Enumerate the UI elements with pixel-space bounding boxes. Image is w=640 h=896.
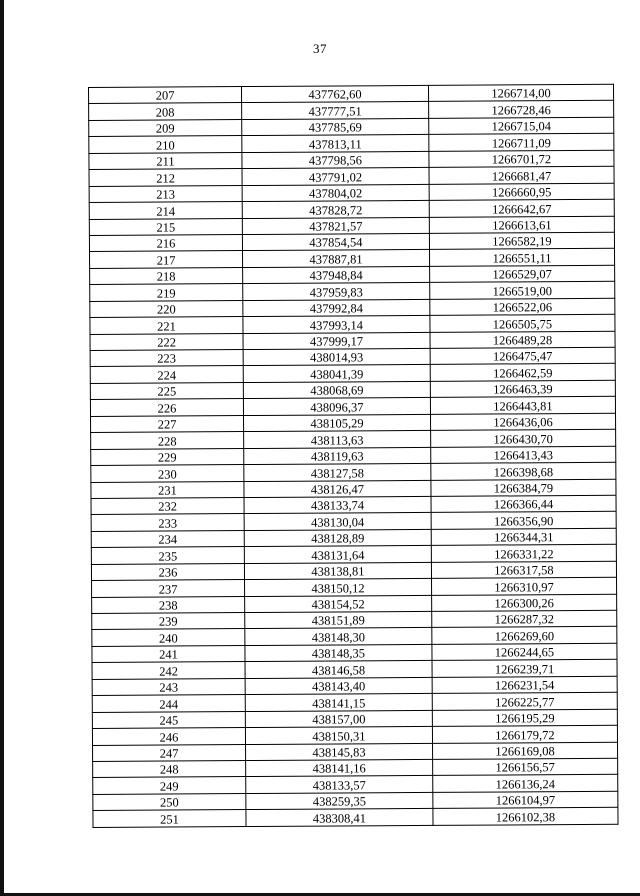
- y-coordinate-cell: 1266239,71: [432, 660, 617, 678]
- x-coordinate-cell: 438128,89: [244, 529, 431, 547]
- x-coordinate-cell: 438150,12: [245, 579, 432, 597]
- point-number-cell: 228: [91, 432, 244, 449]
- y-coordinate-cell: 1266384,79: [431, 479, 616, 497]
- table-row: [93, 808, 618, 828]
- point-number-cell: 229: [91, 448, 244, 465]
- point-number-cell: 217: [90, 251, 243, 268]
- point-number-cell: 225: [90, 382, 243, 399]
- x-coordinate-cell: 437821,57: [242, 217, 429, 235]
- point-number-cell: 209: [89, 119, 242, 136]
- point-number-cell: 219: [90, 284, 243, 301]
- point-number-cell: 244: [92, 695, 245, 712]
- x-coordinate-cell: 438141,16: [246, 759, 433, 777]
- x-coordinate-cell: 438133,57: [246, 776, 433, 794]
- y-coordinate-cell: 1266398,68: [431, 462, 616, 480]
- x-coordinate-cell: 437813,11: [242, 135, 429, 153]
- x-coordinate-cell: 438113,63: [244, 431, 431, 449]
- y-coordinate-cell: 1266475,47: [430, 347, 615, 365]
- x-coordinate-cell: 437854,54: [242, 233, 429, 251]
- y-coordinate-cell: 1266436,06: [431, 413, 616, 431]
- y-coordinate-cell: 1266462,59: [430, 364, 615, 382]
- y-coordinate-cell: 1266715,04: [429, 117, 614, 135]
- y-coordinate-cell: 1266366,44: [431, 495, 616, 513]
- point-number-cell: 234: [91, 530, 244, 547]
- x-coordinate-cell: 437999,17: [243, 332, 430, 350]
- point-number-cell: 212: [89, 169, 242, 186]
- y-coordinate-cell: 1266489,28: [430, 331, 615, 349]
- x-coordinate-cell: 437828,72: [242, 200, 429, 218]
- point-number-cell: 249: [93, 777, 246, 794]
- y-coordinate-cell: 1266104,97: [433, 791, 618, 809]
- y-coordinate-cell: 1266344,31: [431, 528, 616, 546]
- point-number-cell: 238: [92, 596, 245, 613]
- point-number-cell: 247: [93, 744, 246, 761]
- y-coordinate-cell: 1266714,00: [428, 84, 613, 102]
- y-coordinate-cell: 1266701,72: [429, 150, 614, 168]
- x-coordinate-cell: 438259,35: [246, 792, 433, 810]
- point-number-cell: 226: [90, 399, 243, 416]
- x-coordinate-cell: 438154,52: [245, 595, 432, 613]
- point-number-cell: 236: [91, 563, 244, 580]
- x-coordinate-cell: 437959,83: [243, 283, 430, 301]
- coordinates-table: [88, 84, 619, 828]
- y-coordinate-cell: 1266179,72: [432, 725, 617, 743]
- point-number-cell: 250: [93, 793, 246, 810]
- y-coordinate-cell: 1266300,26: [432, 594, 617, 612]
- x-coordinate-cell: 438143,40: [245, 677, 432, 695]
- y-coordinate-cell: 1266582,19: [429, 232, 614, 250]
- y-coordinate-cell: 1266413,43: [431, 446, 616, 464]
- point-number-cell: 240: [92, 629, 245, 646]
- point-number-cell: 207: [89, 87, 242, 104]
- x-coordinate-cell: 437804,02: [242, 184, 429, 202]
- point-number-cell: 208: [89, 103, 242, 120]
- y-coordinate-cell: 1266195,29: [432, 709, 617, 727]
- point-number-cell: 227: [91, 415, 244, 432]
- x-coordinate-cell: 438127,58: [244, 463, 431, 481]
- point-number-cell: 232: [91, 497, 244, 514]
- coordinates-table-body: [89, 84, 619, 827]
- point-number-cell: 242: [92, 662, 245, 679]
- x-coordinate-cell: 437798,56: [242, 151, 429, 169]
- x-coordinate-cell: 438068,69: [243, 381, 430, 399]
- point-number-cell: 214: [89, 202, 242, 219]
- x-coordinate-cell: 438126,47: [244, 480, 431, 498]
- point-number-cell: 246: [92, 728, 245, 745]
- y-coordinate-cell: 1266613,61: [429, 216, 614, 234]
- y-coordinate-cell: 1266522,06: [430, 298, 615, 316]
- point-number-cell: 220: [90, 300, 243, 317]
- x-coordinate-cell: 438041,39: [243, 365, 430, 383]
- x-coordinate-cell: 438148,30: [245, 628, 432, 646]
- x-coordinate-cell: 438308,41: [246, 809, 433, 827]
- y-coordinate-cell: 1266728,46: [429, 101, 614, 119]
- y-coordinate-cell: 1266317,58: [431, 561, 616, 579]
- y-coordinate-cell: 1266102,38: [433, 808, 618, 826]
- x-coordinate-cell: 438096,37: [243, 398, 430, 416]
- y-coordinate-cell: 1266642,67: [429, 199, 614, 217]
- x-coordinate-cell: 438105,29: [244, 414, 431, 432]
- y-coordinate-cell: 1266244,65: [432, 643, 617, 661]
- point-number-cell: 218: [90, 267, 243, 284]
- y-coordinate-cell: 1266681,47: [429, 166, 614, 184]
- x-coordinate-cell: 437762,60: [242, 85, 429, 103]
- x-coordinate-cell: 437887,81: [243, 250, 430, 268]
- y-coordinate-cell: 1266443,81: [430, 397, 615, 415]
- point-number-cell: 245: [92, 711, 245, 728]
- point-number-cell: 210: [89, 136, 242, 153]
- point-number-cell: 231: [91, 481, 244, 498]
- x-coordinate-cell: 438119,63: [244, 447, 431, 465]
- y-coordinate-cell: 1266287,32: [432, 610, 617, 628]
- x-coordinate-cell: 438150,31: [245, 726, 432, 744]
- y-coordinate-cell: 1266505,75: [430, 314, 615, 332]
- point-number-cell: 248: [93, 760, 246, 777]
- point-number-cell: 230: [91, 465, 244, 482]
- point-number-cell: 222: [90, 333, 243, 350]
- point-number-cell: 215: [89, 218, 242, 235]
- page-number: 37: [313, 41, 327, 56]
- x-coordinate-cell: 437992,84: [243, 299, 430, 317]
- point-number-cell: 241: [92, 645, 245, 662]
- x-coordinate-cell: 438145,83: [246, 743, 433, 761]
- x-coordinate-cell: 438130,04: [244, 513, 431, 531]
- y-coordinate-cell: 1266225,77: [432, 692, 617, 710]
- y-coordinate-cell: 1266711,09: [429, 134, 614, 152]
- x-coordinate-cell: 437785,69: [242, 118, 429, 136]
- point-number-cell: 235: [91, 547, 244, 564]
- point-number-cell: 237: [92, 580, 245, 597]
- x-coordinate-cell: 438133,74: [244, 496, 431, 514]
- x-coordinate-cell: 437948,84: [243, 266, 430, 284]
- point-number-cell: 251: [93, 810, 246, 827]
- point-number-cell: 223: [90, 350, 243, 367]
- x-coordinate-cell: 438131,64: [244, 546, 431, 564]
- y-coordinate-cell: 1266660,95: [429, 183, 614, 201]
- point-number-cell: 224: [90, 366, 243, 383]
- x-coordinate-cell: 437993,14: [243, 316, 430, 334]
- point-number-cell: 221: [90, 317, 243, 334]
- x-coordinate-cell: 437777,51: [242, 102, 429, 120]
- y-coordinate-cell: 1266231,54: [432, 676, 617, 694]
- y-coordinate-cell: 1266331,22: [431, 545, 616, 563]
- point-number-cell: 239: [92, 613, 245, 630]
- x-coordinate-cell: 438014,93: [243, 348, 430, 366]
- x-coordinate-cell: 437791,02: [242, 168, 429, 186]
- y-coordinate-cell: 1266430,70: [431, 429, 616, 447]
- y-coordinate-cell: 1266551,11: [430, 249, 615, 267]
- y-coordinate-cell: 1266169,08: [433, 742, 618, 760]
- y-coordinate-cell: 1266529,07: [430, 265, 615, 283]
- scan-edge-left: [0, 0, 4, 896]
- point-number-cell: 213: [89, 185, 242, 202]
- y-coordinate-cell: 1266136,24: [433, 775, 618, 793]
- point-number-cell: 211: [89, 152, 242, 169]
- x-coordinate-cell: 438138,81: [244, 562, 431, 580]
- x-coordinate-cell: 438157,00: [245, 710, 432, 728]
- x-coordinate-cell: 438146,58: [245, 661, 432, 679]
- y-coordinate-cell: 1266519,00: [430, 282, 615, 300]
- x-coordinate-cell: 438148,35: [245, 644, 432, 662]
- y-coordinate-cell: 1266156,57: [433, 758, 618, 776]
- y-coordinate-cell: 1266356,90: [431, 512, 616, 530]
- point-number-cell: 216: [89, 234, 242, 251]
- y-coordinate-cell: 1266269,60: [432, 627, 617, 645]
- point-number-cell: 243: [92, 678, 245, 695]
- y-coordinate-cell: 1266463,39: [430, 380, 615, 398]
- x-coordinate-cell: 438141,15: [245, 694, 432, 712]
- point-number-cell: 233: [91, 514, 244, 531]
- y-coordinate-cell: 1266310,97: [432, 577, 617, 595]
- x-coordinate-cell: 438151,89: [245, 611, 432, 629]
